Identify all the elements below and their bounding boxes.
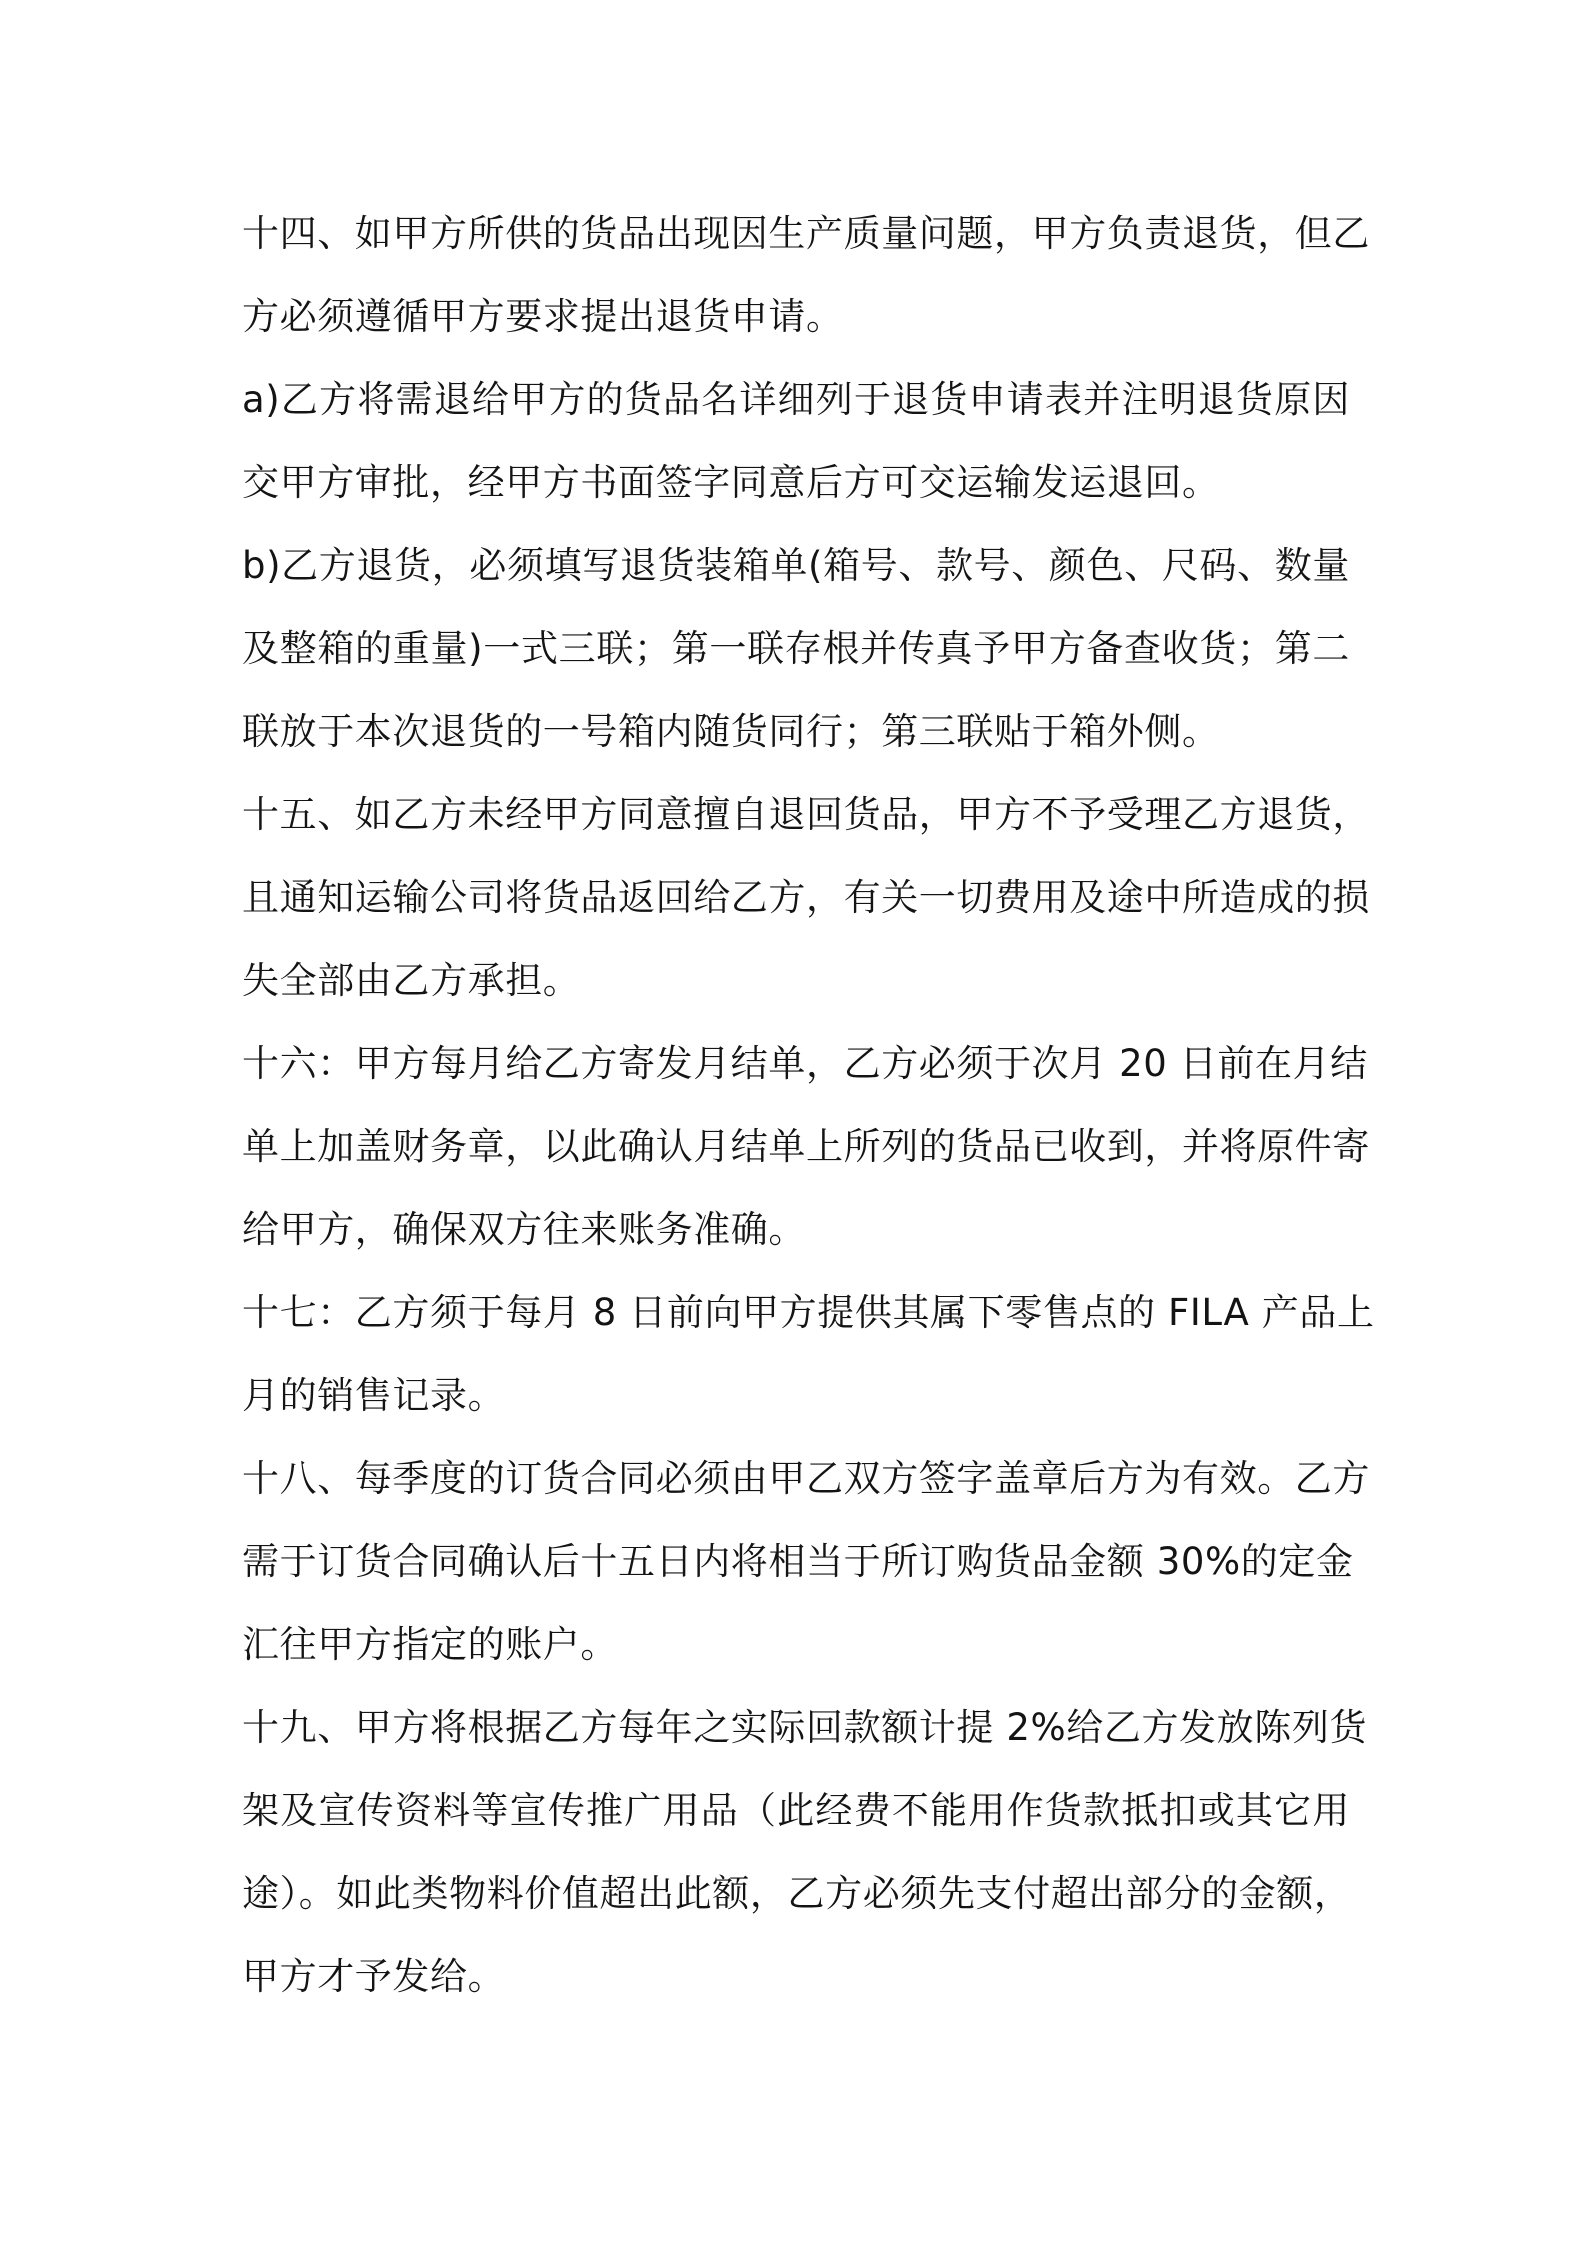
text-line: 联放于本次退货的一号箱内随货同行；第三联贴于箱外侧。 [242,710,1220,753]
clause-14 [242,192,1370,358]
text-line: 十七：乙方须于每月 8 日前向甲方提供其属下零售点的 FILA 产品上 [242,1291,1375,1334]
text-line: 十五、如乙方未经甲方同意擅自退回货品，甲方不予受理乙方退货， [242,793,1370,836]
clause-15 [242,773,1370,1022]
text-line: 需于订货合同确认后十五日内将相当于所订购货品金额 30%的定金 [242,1540,1354,1583]
clause-19 [242,1686,1368,2018]
text-line: 方必须遵循甲方要求提出退货申请。 [242,295,844,338]
clause-16 [242,1022,1370,1271]
text-line: 交甲方审批，经甲方书面签字同意后方可交运输发运退回。 [242,461,1220,504]
clause-14-a [242,358,1350,524]
text-line: 架及宣传资料等宣传推广用品（此经费不能用作货款抵扣或其它用 [242,1789,1350,1832]
text-line: a)乙方将需退给甲方的货品名详细列于退货申请表并注明退货原因 [242,378,1350,421]
text-line: b)乙方退货，必须填写退货装箱单(箱号、款号、颜色、尺码、数量 [242,544,1350,587]
text-line: 途）。如此类物料价值超出此额，乙方必须先支付超出部分的金额， [242,1872,1352,1915]
clause-17 [242,1271,1375,1437]
clause-14-b [242,524,1350,773]
text-line: 甲方才予发给。 [242,1955,506,1998]
text-line: 月的销售记录。 [242,1374,506,1417]
text-line: 给甲方，确保双方往来账务准确。 [242,1208,806,1251]
document-body [242,192,1375,2018]
text-line: 及整箱的重量)一式三联；第一联存根并传真予甲方备查收货；第二 [242,627,1350,670]
text-line: 十九、甲方将根据乙方每年之实际回款额计提 2%给乙方发放陈列货 [242,1706,1368,1749]
text-line: 失全部由乙方承担。 [242,959,581,1002]
text-line: 十八、每季度的订货合同必须由甲乙双方签字盖章后方为有效。乙方 [242,1457,1370,1500]
clause-18 [242,1437,1370,1686]
text-line: 十四、如甲方所供的货品出现因生产质量问题，甲方负责退货，但乙 [242,212,1370,255]
text-line: 单上加盖财务章，以此确认月结单上所列的货品已收到，并将原件寄 [242,1125,1370,1168]
text-line: 十六：甲方每月给乙方寄发月结单，乙方必须于次月 20 日前在月结 [242,1042,1368,1085]
text-line: 且通知运输公司将货品返回给乙方，有关一切费用及途中所造成的损 [242,876,1370,919]
text-line: 汇往甲方指定的账户。 [242,1623,618,1666]
